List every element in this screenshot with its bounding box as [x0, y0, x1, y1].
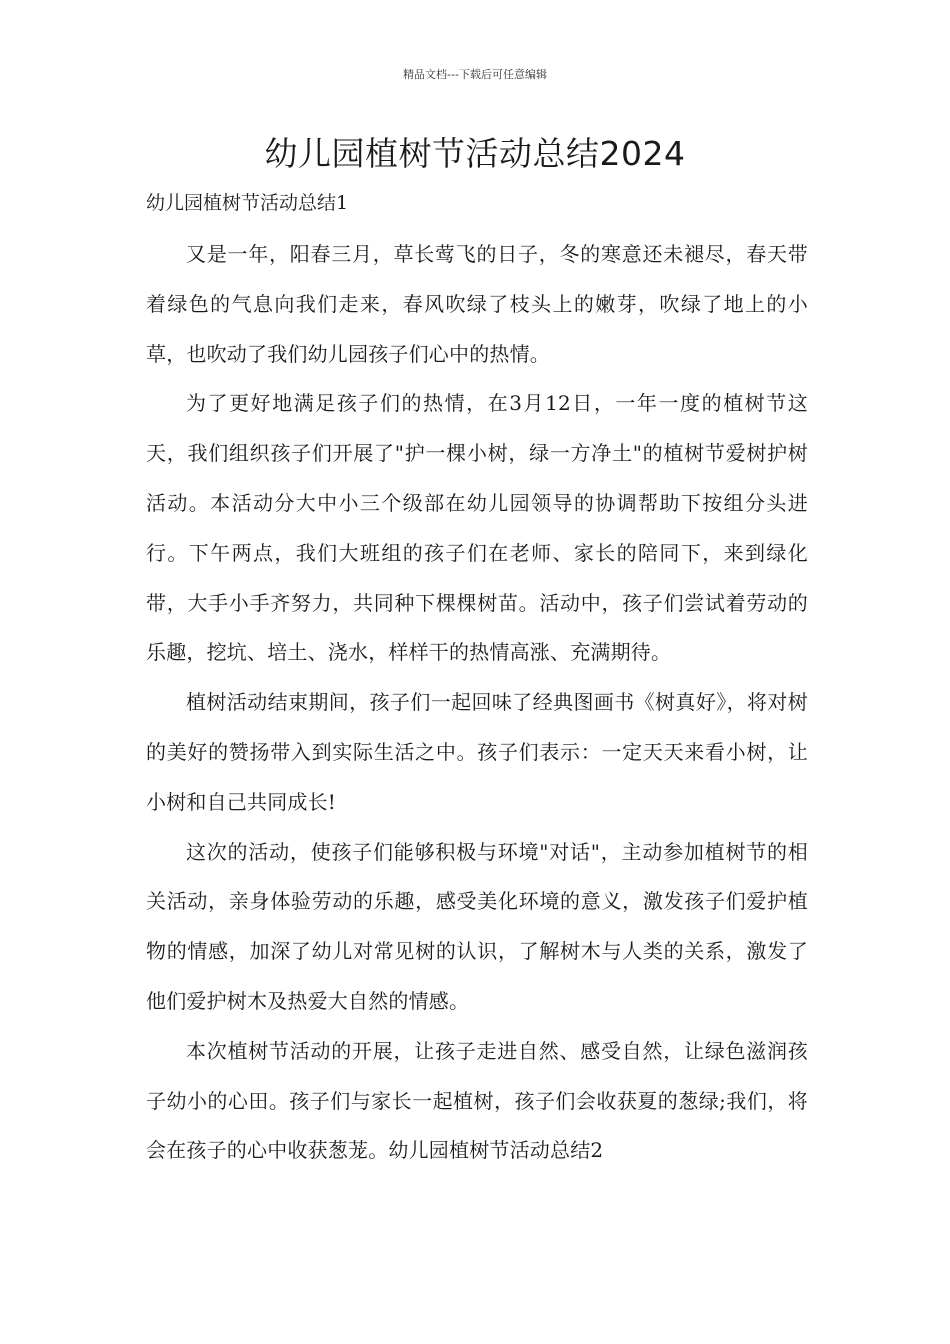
paragraph-5: 本次植树节活动的开展，让孩子走进自然、感受自然，让绿色滋润孩子幼小的心田。孩子们与家长一起植树，孩子们会收获夏的葱绿;我们，将会在孩子的心中收获葱茏。幼儿园植树节活动总结2 — [146, 1038, 808, 1163]
header-note: 精品文档---下载后可任意编辑 — [403, 68, 547, 81]
section-heading: 幼儿园植树节活动总结1 — [146, 192, 349, 214]
document-body — [146, 230, 808, 1176]
document-title: 幼儿园植树节活动总结2024 — [264, 134, 686, 173]
paragraph-4: 这次的活动，使孩子们能够积极与环境"对话"，主动参加植树节的相关活动，亲身体验劳动的乐趣，感受美化环境的意义，激发孩子们爱护植物的情感，加深了幼儿对常见树的认识，了解树木与人类的关系，激发了他们爱护树木及热爱大自然的情感。 — [146, 839, 808, 1013]
paragraph-2: 为了更好地满足孩子们的热情，在3月12日，一年一度的植树节这天，我们组织孩子们开展了"护一棵小树，绿一方净土"的植树节爱树护树活动。本活动分大中小三个级部在幼儿园领导的协调帮助下按组分头进行。下午两点，我们大班组的孩子们在老师、家长的陪同下，来到绿化带，大手小手齐努力，共同种下棵棵树苗。活动中，孩子们尝试着劳动的乐趣，挖坑、培土、浇水，样样干的热情高涨、充满期待。 — [146, 391, 808, 665]
paragraph-3: 植树活动结束期间，孩子们一起回味了经典图画书《树真好》，将对树的美好的赞扬带入到实际生活之中。孩子们表示：一定天天来看小树，让小树和自己共同成长! — [146, 690, 808, 814]
paragraph-1: 又是一年，阳春三月，草长莺飞的日子，冬的寒意还未褪尽，春天带着绿色的气息向我们走来，春风吹绿了枝头上的嫩芽，吹绿了地上的小草，也吹动了我们幼儿园孩子们心中的热情。 — [146, 242, 808, 366]
